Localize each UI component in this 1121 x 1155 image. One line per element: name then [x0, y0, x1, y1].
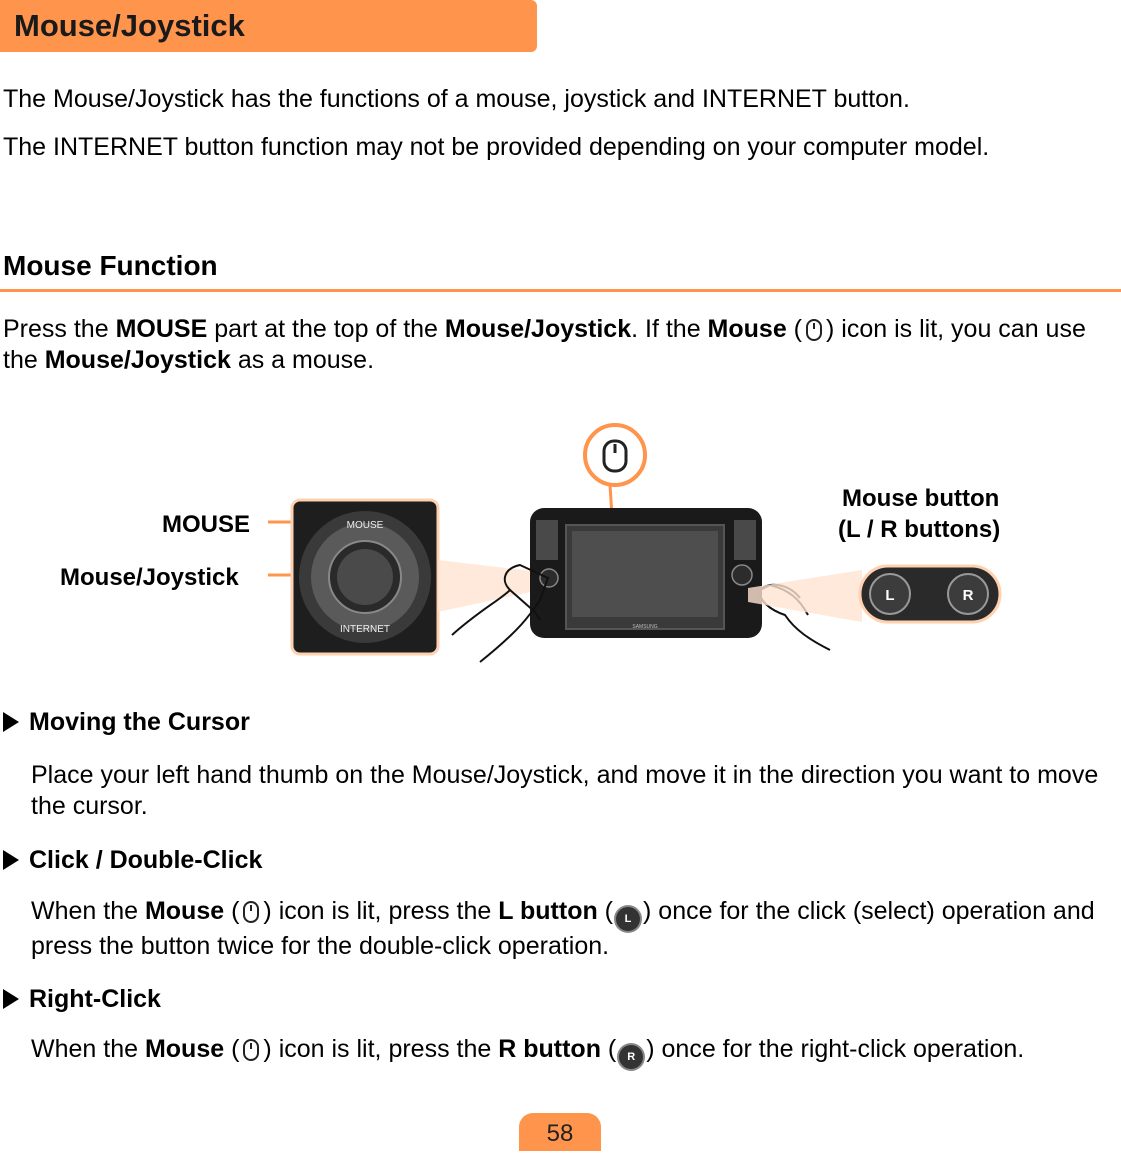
- label-mouse-joystick: Mouse/Joystick: [60, 564, 239, 591]
- svg-text:SAMSUNG: SAMSUNG: [632, 624, 658, 630]
- label-mouse: MOUSE: [162, 511, 251, 538]
- triangle-bullet-icon: [3, 989, 19, 1009]
- triangle-bullet-icon: [3, 712, 19, 732]
- svg-text:MOUSE: MOUSE: [346, 520, 384, 531]
- r-button-icon: R: [619, 1045, 643, 1069]
- mouse-icon: [243, 901, 259, 923]
- lr-buttons-closeup: [860, 566, 1000, 622]
- umpc-device-photo: [530, 508, 762, 638]
- svg-text:R: R: [962, 587, 974, 604]
- right-click-body: When the Mouse ( ) icon is lit, press the R button ( R ) once for the right-click operation.: [31, 1034, 1111, 1069]
- section-paragraph: Press the MOUSE part at the top of the Mouse/Joystick. If the Mouse ( ) icon is lit, you can use the Mouse/Joystick as a mouse.: [3, 315, 1086, 374]
- page-title: Mouse/Joystick: [14, 8, 245, 43]
- label-lr-buttons: (L / R buttons): [838, 516, 1001, 543]
- section-title: Mouse Function: [3, 250, 218, 281]
- intro-line-2: The INTERNET button function may not be provided depending on your computer model.: [3, 133, 990, 161]
- joystick-closeup-photo: [292, 500, 438, 654]
- page-number: 58: [519, 1113, 601, 1151]
- right-click-heading: Right-Click: [3, 985, 161, 1014]
- svg-text:INTERNET: INTERNET: [340, 624, 390, 635]
- svg-text:L: L: [885, 587, 895, 604]
- click-heading: Click / Double-Click: [3, 846, 262, 875]
- mouse-icon: [243, 1039, 259, 1061]
- triangle-bullet-icon: [3, 850, 19, 870]
- label-mouse-button: Mouse button: [842, 485, 1000, 512]
- intro-line-1: The Mouse/Joystick has the functions of a mouse, joystick and INTERNET button.: [3, 85, 910, 113]
- click-body: When the Mouse ( ) icon is lit, press the L button ( L ) once for the click (select) operation and press the button twice for the double-click operation.: [31, 897, 1095, 960]
- moving-cursor-body: Place your left hand thumb on the Mouse/Joystick, and move it in the direction you want to move the cursor.: [31, 761, 1099, 820]
- zoom-wedge-right: [748, 570, 862, 622]
- moving-cursor-heading: Moving the Cursor: [3, 708, 250, 737]
- l-button-icon: L: [616, 907, 640, 931]
